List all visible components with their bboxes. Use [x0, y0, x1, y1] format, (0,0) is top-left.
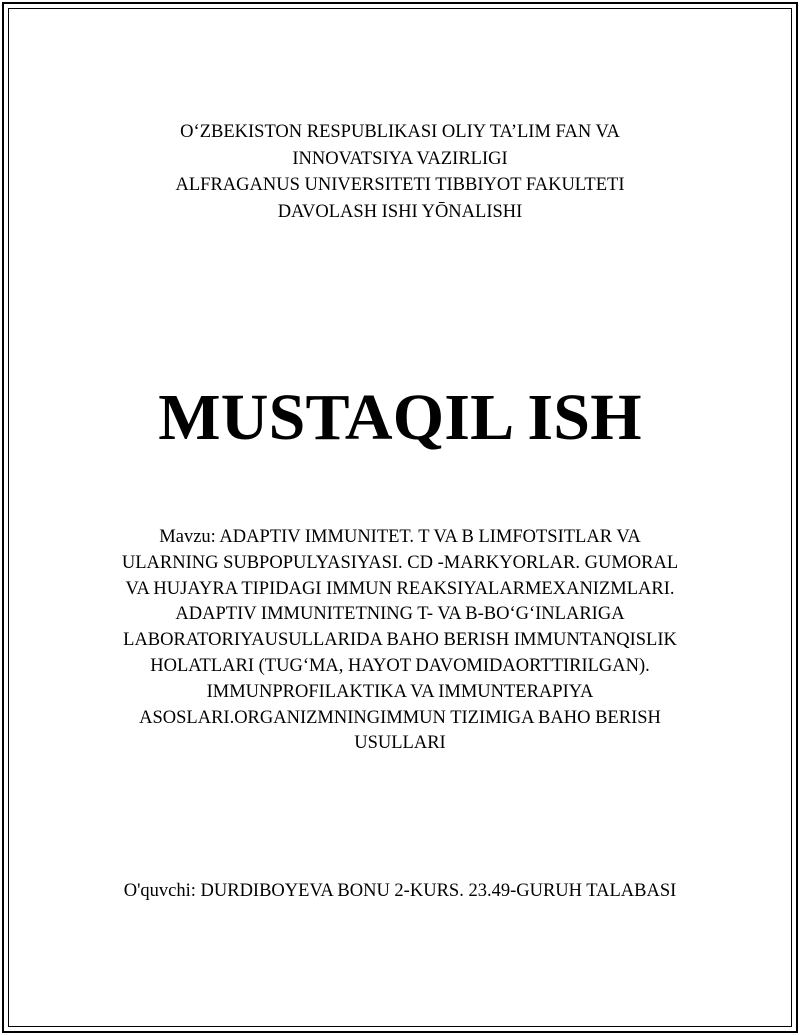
topic-line: ULARNING SUBPOPULYASIYASI. CD -MARKYORLAR. GUMORAL — [121, 552, 679, 573]
header-line-department: DAVOLASH ISHI YŌNALISHI — [277, 202, 523, 223]
topic-line: IMMUNPROFILAKTIKA VA IMMUNTERAPIYA — [206, 681, 594, 702]
document-title: MUSTAQIL ISH — [158, 381, 642, 454]
header-line-ministry-2: INNOVATSIYA VAZIRLIGI — [292, 148, 508, 169]
header-line-university: ALFRAGANUS UNIVERSITETI TIBBIYOT FAKULTETI — [175, 175, 625, 196]
topic-line: ASOSLARI.ORGANIZMNINGIMMUN TIZIMIGA BAHO BERISH — [139, 707, 661, 728]
student-info: O'quvchi: DURDIBOYEVA BONU 2-KURS. 23.49-GURUH TALABASI — [123, 881, 677, 901]
topic-line: USULLARI — [354, 733, 446, 754]
header-line-ministry-1: O‘ZBEKISTON RESPUBLIKASI OLIY TA’LIM FAN VA — [180, 122, 620, 142]
topic-line: Mavzu: ADAPTIV IMMUNITET. T VA B LIMFOTSITLAR VA — [159, 527, 641, 547]
topic-block — [100, 525, 700, 757]
topic-line: ADAPTIV IMMUNITETNING T- VA B-BO‘G‘INLARIGA — [175, 604, 625, 625]
topic-line: LABORATORIYAUSULLARIDA BAHO BERISH IMMUNTANQISLIK — [123, 630, 677, 651]
topic-line: HOLATLARI (TUG‘MA, HAYOT DAVOMIDAORTTIRILGAN). — [150, 655, 650, 676]
institution-header — [60, 119, 740, 226]
topic-line: VA HUJAYRA TIPIDAGI IMMUN REAKSIYALARMEXANIZMLARI. — [125, 578, 675, 599]
